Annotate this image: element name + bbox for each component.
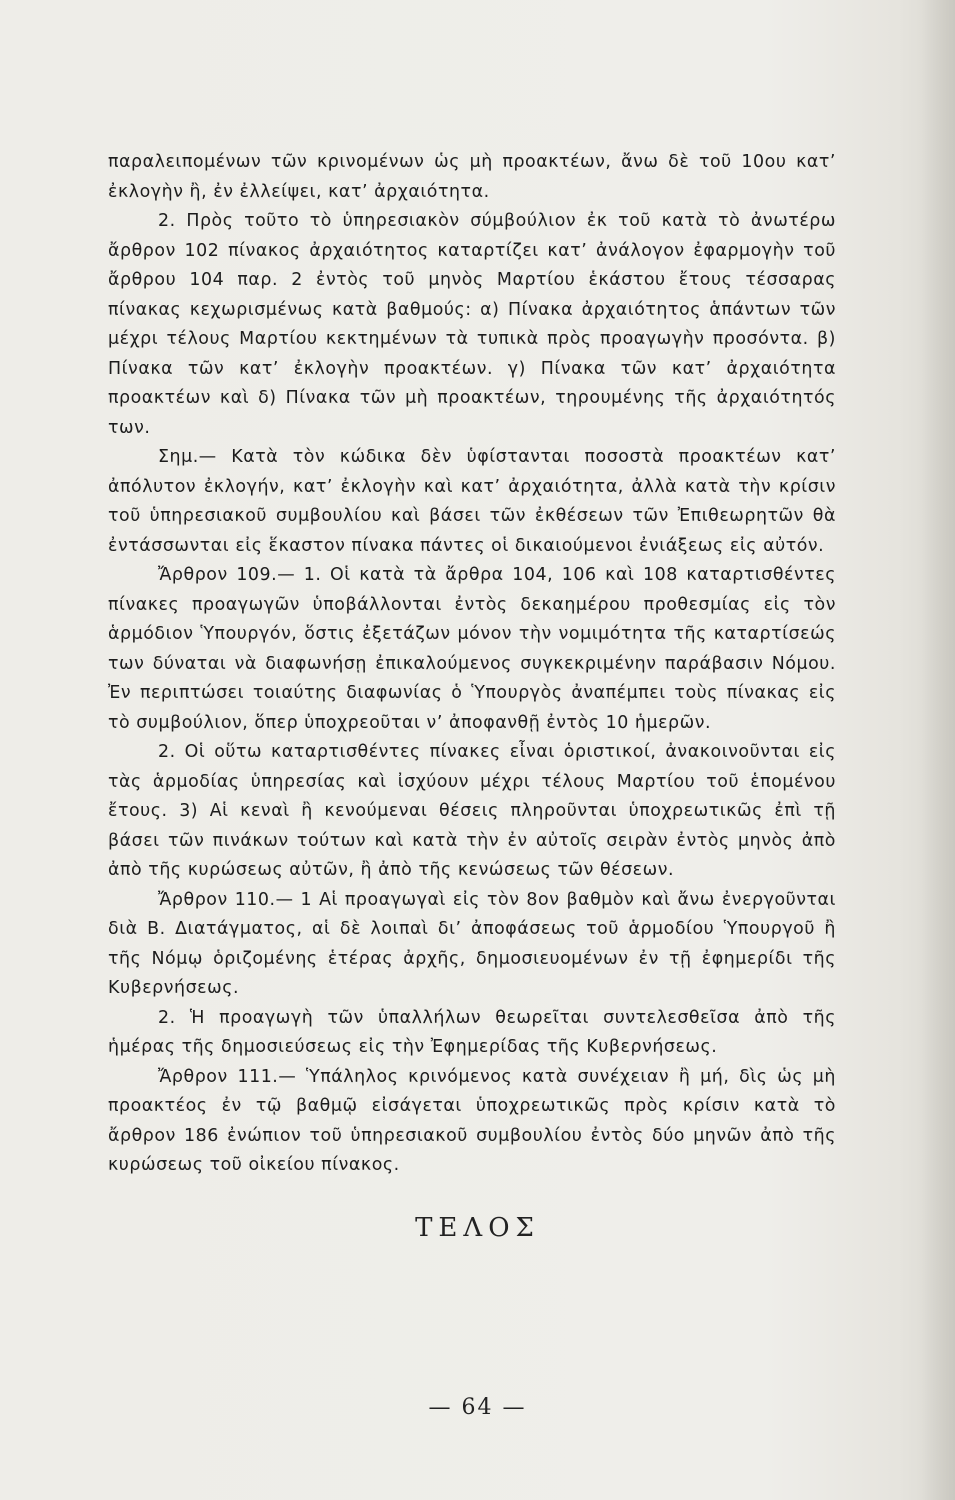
page-number: — 64 — <box>428 1395 527 1420</box>
paragraph-continuation: παραλειπομένων τῶν κρινομένων ὡς μὴ προακτέων, ἄνω δὲ τοῦ 10ου κατ’ ἐκλογὴν ἢ, ἐν ἐλλείψει, κατ’ ἀρχαιότητα. <box>108 152 836 202</box>
paragraph-article-110: Ἄρθρον 110.— 1 Αἱ προαγωγαὶ εἰς τὸν 8ον βαθμὸν καὶ ἄνω ἐνεργοῦνται διὰ Β. Διατάγματος, αἱ δὲ λοιπαὶ δι’ ἀποφάσεως τοῦ ἁρμοδίου Ὑπουργοῦ ἢ τῆς Νόμῳ ὁριζομένης ἑτέρας ἀρχῆς, δημοσιευομένων ἐν τῇ ἐφημερίδι τῆς Κυβερνήσεως. <box>108 889 836 998</box>
paragraph-article-110-section-2: 2. Ἡ προαγωγὴ τῶν ὑπαλλήλων θεωρεῖται συντελεσθεῖσα ἀπὸ τῆς ἡμέρας τῆς δημοσιεύσεως εἰς τὴν Ἐφημερίδας τῆς Κυβερνήσεως. <box>108 1007 836 1057</box>
body-text <box>108 148 836 1181</box>
paragraph-note: Σημ.— Κατὰ τὸν κώδικα δὲν ὑφίστανται ποσοστὰ προακτέων κατ’ ἀπόλυτον ἐκλογήν, κατ’ ἐκλογὴν καὶ κατ’ ἀρχαιότητα, ἀλλὰ κατὰ τὴν κρίσιν τοῦ ὑπηρεσιακοῦ συμβουλίου καὶ βάσει τῶν ἐκθέσεων τῶν Ἐπιθεωρητῶν θὰ ἐντάσσωνται εἰς ἕκαστον πίνακα πάντες οἱ δικαιούμενοι ἐνιάξεως εἰς αὐτόν. <box>108 447 836 556</box>
page-edge-shadow <box>921 0 955 1500</box>
paragraph-article-111: Ἄρθρον 111.— Ὑπάληλος κρινόμενος κατὰ συνέχειαν ἢ μή, δὶς ὡς μὴ προακτέος ἐν τῷ βαθμῷ εἰσάγεται ὑποχρεωτικῶς πρὸς κρίσιν κατὰ τὸ ἄρθρον 186 ἐνώπιον τοῦ ὑπηρεσιακοῦ συμβουλίου ἐντὸς δύο μηνῶν ἀπὸ τῆς κυρώσεως τοῦ οἰκείου πίνακος. <box>108 1066 836 1175</box>
paragraph-article-108-section-2: 2. Πρὸς τοῦτο τὸ ὑπηρεσιακὸν σύμβούλιον ἐκ τοῦ κατὰ τὸ ἀνωτέρω ἄρθρον 102 πίνακος ἀρχαιότητος καταρτίζει κατ’ ἀνάλογον ἐφαρμογὴν τοῦ ἄρθρου 104 παρ. 2 ἐντὸς τοῦ μηνὸς Μαρτίου ἑκάστου ἔτους τέσσαρας πίνακας κεχωρισμένως κατὰ βαθμούς: α) Πίνακα ἀρχαιότητος ἁπάντων τῶν μέχρι τέλους Μαρτίου κεκτημένων τὰ τυπικὰ πρὸς προαγωγὴν προσόντα. β) Πίνακα τῶν κατ’ ἐκλογὴν προακτέων. γ) Πίνακα τῶν κατ’ ἀρχαιότητα προακτέων καὶ δ) Πίνακα τῶν μὴ προακτέων, τηρουμένης τῆς ἀρχαιότητός των. <box>108 211 836 438</box>
paragraph-article-109-section-2: 2. Οἱ οὕτω καταρτισθέντες πίνακες εἶναι ὁριστικοί, ἀνακοινοῦνται εἰς τὰς ἁρμοδίας ὑπηρεσίας καὶ ἰσχύουν μέχρι τέλους Μαρτίου τοῦ ἑπομένου ἔτους. 3) Αἱ κεναὶ ἢ κενούμεναι θέσεις πληροῦνται ὑποχρεωτικῶς ἐπὶ τῇ βάσει τῶν πινάκων τούτων καὶ κατὰ τὴν ἐν αὐτοῖς σειρὰν ἐντὸς μηνὸς ἀπὸ ἀπὸ τῆς κυρώσεως αὐτῶν, ἢ ἀπὸ τῆς κενώσεως τῶν θέσεων. <box>108 742 836 880</box>
paragraph-article-109: Ἄρθρον 109.— 1. Οἱ κατὰ τὰ ἄρθρα 104, 106 καὶ 108 καταρτισθέντες πίνακες προαγωγῶν ὑποβάλλονται ἐντὸς δεκαημέρου προθεσμίας εἰς τὸν ἁρμόδιον Ὑπουργόν, ὅστις ἐξετάζων μόνον τὴν νομιμότητα τῆς καταρτίσεώς των δύναται νὰ διαφωνήσῃ ἐπικαλούμενος συγκεκριμένην παράβασιν Νόμου. Ἐν περιπτώσει τοιαύτης διαφωνίας ὁ Ὑπουργὸς ἀναπέμπει τοὺς πίνακας εἰς τὸ συμβούλιον, ὅπερ ὑποχρεοῦται ν’ ἀποφανθῇ ἐντὸς 10 ἡμερῶν. <box>108 565 836 733</box>
end-title: ΤΕΛΟΣ <box>415 1213 540 1243</box>
